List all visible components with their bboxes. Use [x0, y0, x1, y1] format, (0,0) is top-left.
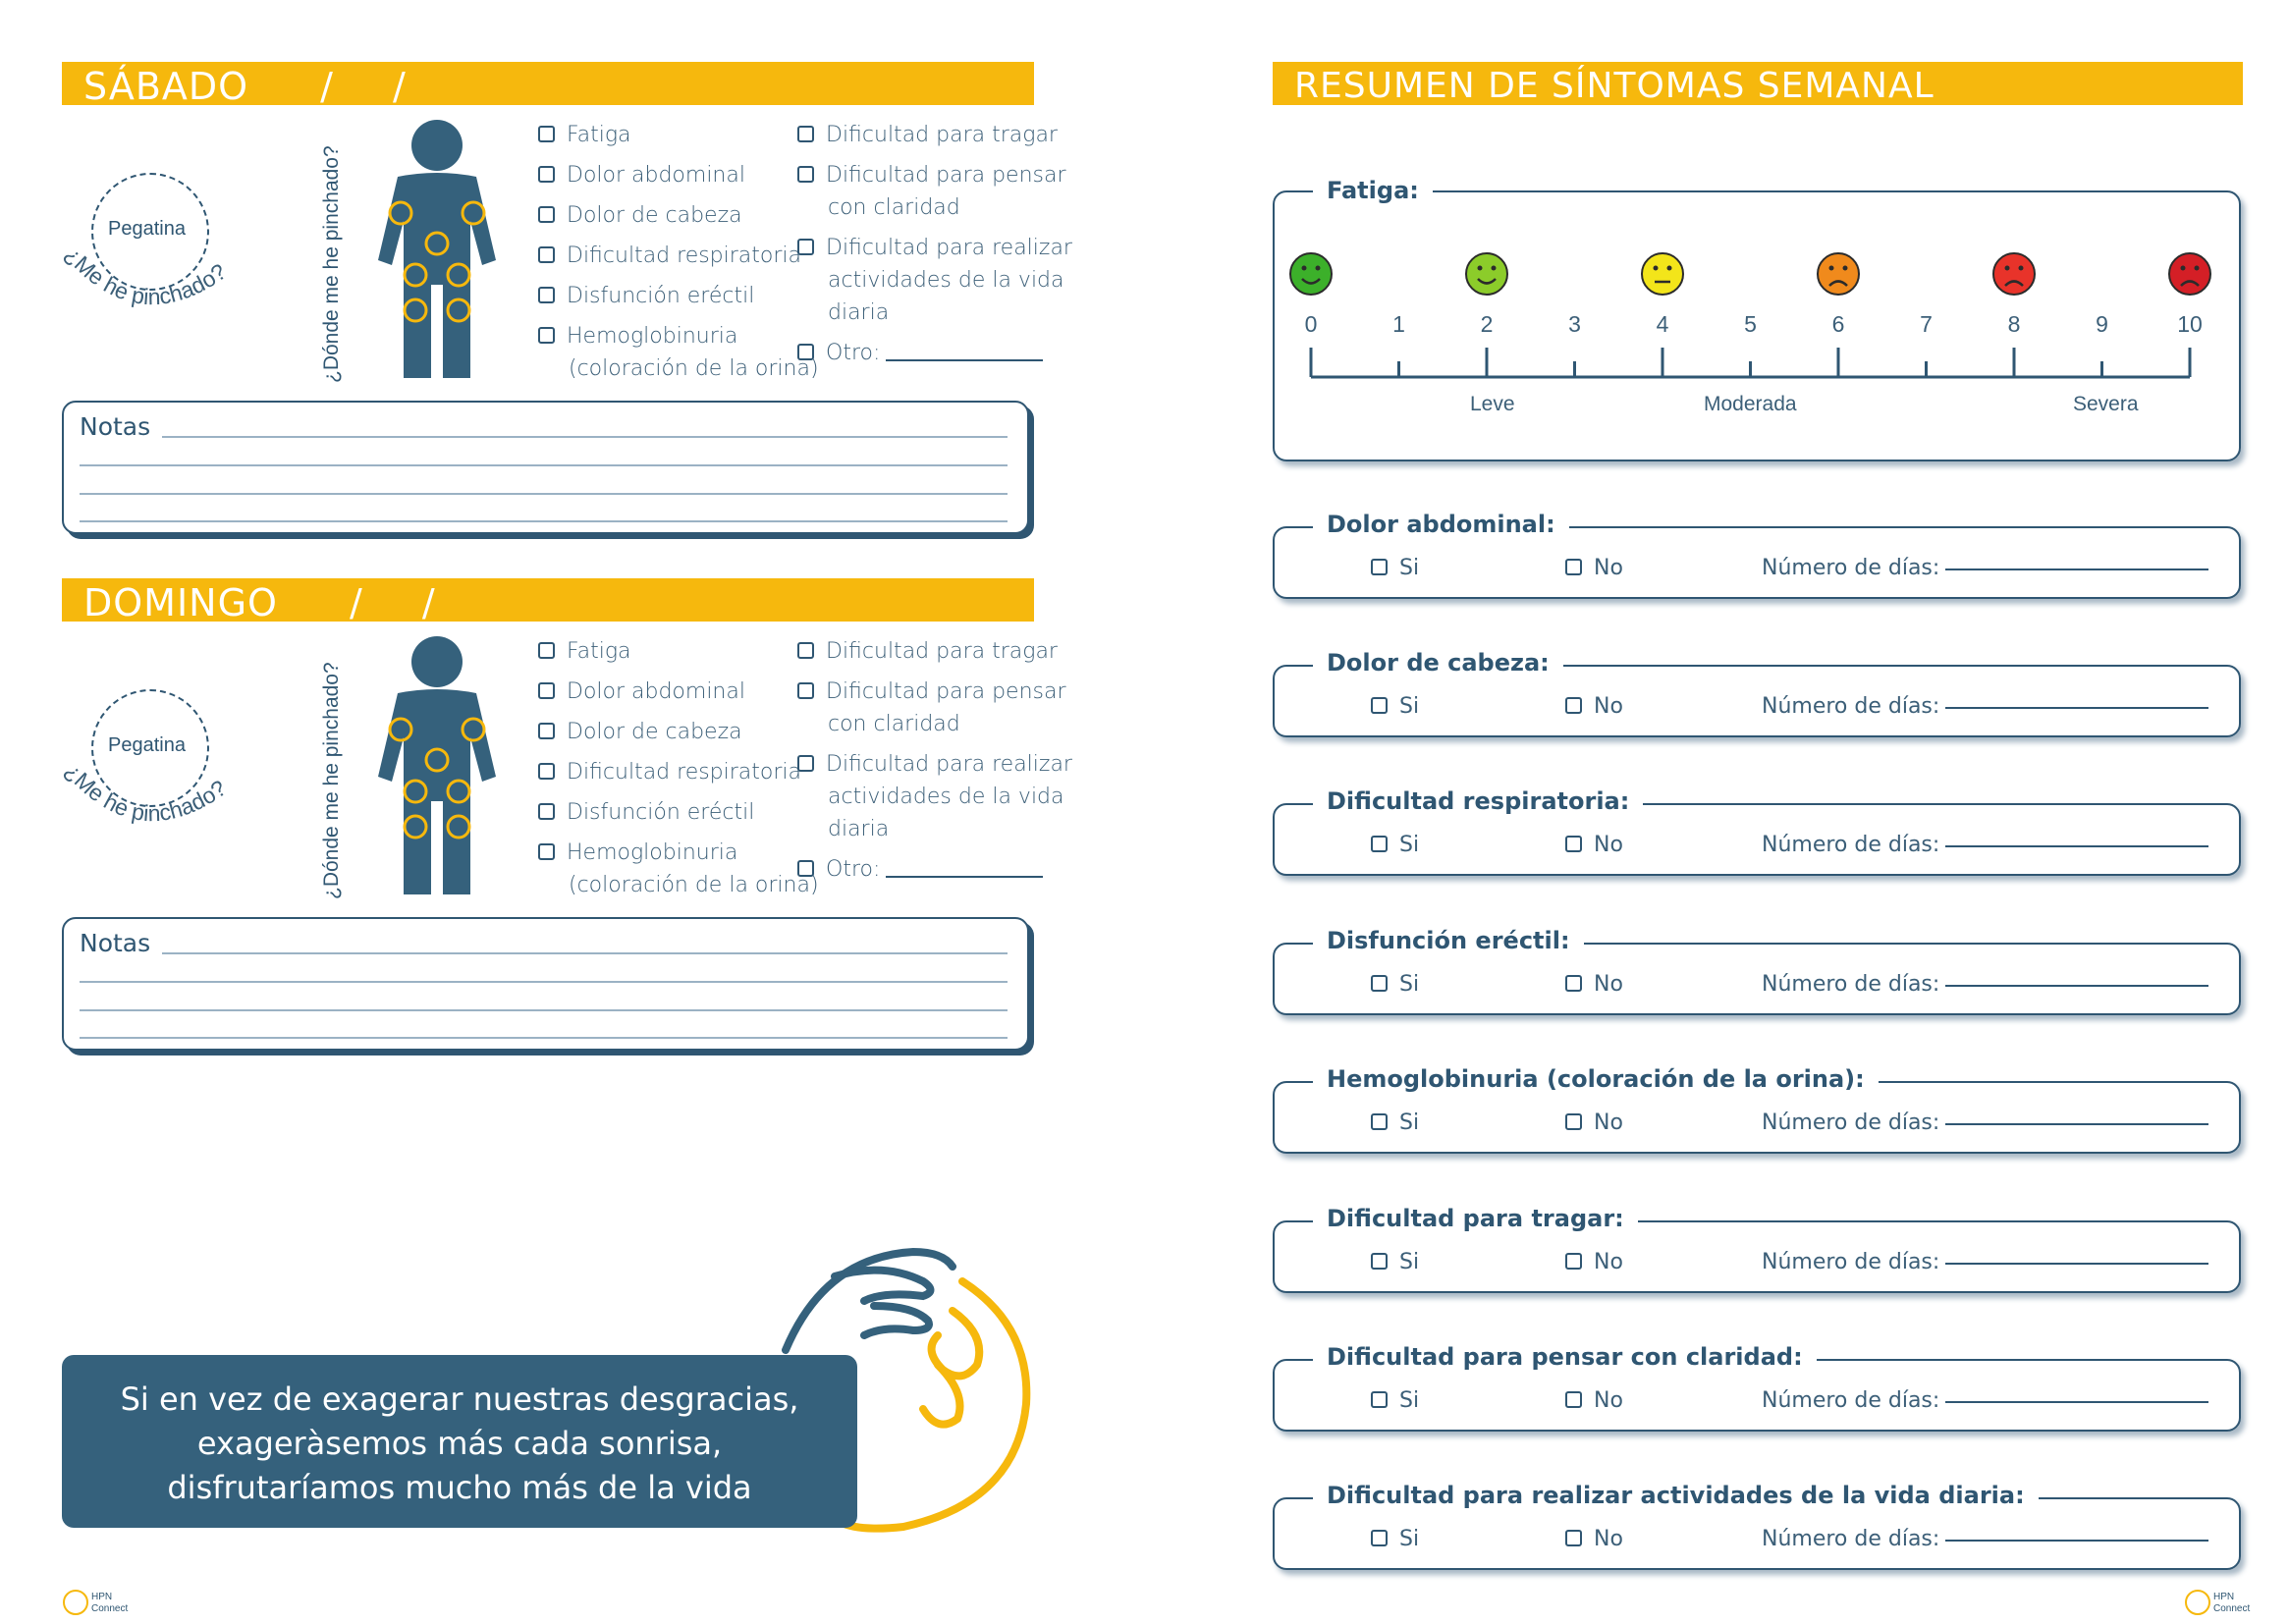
notes-line — [80, 1009, 1008, 1011]
checkbox[interactable] — [538, 843, 555, 860]
summary-title: Dolor de cabeza: — [1313, 649, 1563, 677]
scale-number: 1 — [1392, 311, 1405, 337]
injection-question-text: ¿Me he pinchado? — [60, 758, 231, 827]
option-yes[interactable] — [1371, 1250, 1419, 1274]
symptom-pensar[interactable] — [797, 159, 1072, 224]
sunday-symptoms-right — [797, 635, 1072, 886]
checkbox[interactable] — [797, 642, 814, 659]
days-input-line[interactable] — [1945, 1401, 2208, 1403]
sticker-label: Pegatina — [108, 734, 186, 756]
svg-text:¿Me he pinchado? — [60, 758, 231, 826]
option-yes[interactable] — [1371, 972, 1419, 997]
symptom-label: Dolor de cabeza — [567, 203, 742, 228]
days-field[interactable] — [1762, 694, 2208, 719]
symptom-label: Disfunción eréctil — [567, 284, 755, 308]
symptom-dolor-abdominal[interactable] — [538, 676, 819, 708]
checkbox[interactable] — [797, 755, 814, 772]
severity-face-icon[interactable] — [1466, 253, 1507, 295]
checkbox[interactable] — [1371, 1113, 1388, 1130]
summary-title: Dolor abdominal: — [1313, 511, 1569, 538]
checkbox[interactable] — [538, 803, 555, 820]
injection-question — [49, 752, 265, 870]
option-label: Si — [1399, 556, 1420, 580]
days-field[interactable] — [1762, 833, 2208, 857]
sunday-notes-box[interactable] — [62, 917, 1029, 1051]
checkbox[interactable] — [1371, 975, 1388, 992]
symptom-label: Dificultad para tragar — [826, 639, 1058, 664]
symptom-hemoglobinuria[interactable] — [538, 837, 819, 901]
scale-number: 0 — [1304, 311, 1318, 337]
days-input-line[interactable] — [1945, 985, 2208, 987]
quote-line: exageràsemos más cada sonrisa, — [196, 1425, 723, 1462]
days-label: Número de días: — [1762, 1388, 1940, 1413]
symptom-dificultad-respiratoria[interactable] — [538, 240, 819, 272]
symptom-otro[interactable] — [797, 337, 1072, 369]
symptom-dolor-cabeza[interactable] — [538, 199, 819, 232]
days-input-line[interactable] — [1945, 1540, 2208, 1542]
injection-question — [49, 236, 265, 353]
checkbox[interactable] — [1565, 697, 1582, 714]
checkbox[interactable] — [538, 723, 555, 739]
body-figure-icon — [368, 118, 506, 383]
days-field[interactable] — [1762, 1527, 2208, 1551]
quote-line: Si en vez de exagerar nuestras desgracias, — [120, 1380, 799, 1418]
notes-line — [162, 436, 1008, 438]
days-label: Número de días: — [1762, 694, 1940, 719]
hpn-logo-icon — [62, 1586, 129, 1619]
checkbox[interactable] — [797, 344, 814, 360]
notes-line — [80, 520, 1008, 522]
days-label: Número de días: — [1762, 556, 1940, 580]
sticker-label: Pegatina — [108, 218, 186, 240]
symptom-label: Disfunción eréctil — [567, 800, 755, 825]
symptom-label: Dificultad para pensar — [826, 163, 1066, 188]
symptom-fatiga[interactable] — [538, 119, 819, 151]
checkbox[interactable] — [1565, 559, 1582, 575]
symptom-fatiga[interactable] — [538, 635, 819, 668]
checkbox[interactable] — [1565, 1253, 1582, 1270]
option-label: No — [1594, 556, 1623, 580]
summary-title: Dificultad respiratoria: — [1313, 787, 1643, 815]
option-label: Si — [1399, 1250, 1420, 1274]
symptom-dolor-abdominal[interactable] — [538, 159, 819, 191]
option-label: Si — [1399, 1110, 1420, 1135]
checkbox[interactable] — [1565, 1391, 1582, 1408]
svg-text:¿Me he pinchado? — [60, 242, 231, 309]
saturday-notes-box[interactable] — [62, 401, 1029, 534]
days-field[interactable] — [1762, 1250, 2208, 1274]
symptom-sublabel: diaria — [828, 300, 890, 325]
checkbox[interactable] — [797, 860, 814, 877]
severity-face-icon[interactable] — [1818, 253, 1859, 295]
logo-text: HPN — [2213, 1592, 2235, 1602]
checkbox[interactable] — [797, 239, 814, 255]
days-input-line[interactable] — [1945, 1263, 2208, 1265]
symptom-actividades[interactable] — [797, 232, 1072, 329]
days-label: Número de días: — [1762, 972, 1940, 997]
option-no[interactable] — [1565, 1388, 1623, 1413]
symptom-label: Dificultad para pensar — [826, 679, 1066, 704]
scale-number: 2 — [1480, 311, 1494, 337]
severity-high-label: Severa — [2073, 393, 2139, 415]
checkbox[interactable] — [538, 642, 555, 659]
logo-text: Connect — [91, 1603, 129, 1614]
symptom-sublabel: (coloración de la orina) — [569, 873, 819, 897]
saturday-symptoms-right — [797, 119, 1072, 369]
symptom-dolor-cabeza[interactable] — [538, 716, 819, 748]
symptom-label: Fatiga — [567, 639, 631, 664]
symptom-actividades[interactable] — [797, 748, 1072, 845]
checkbox[interactable] — [538, 246, 555, 263]
symptom-label: Dificultad para realizar — [826, 236, 1072, 260]
summary-header: RESUMEN DE SÍNTOMAS SEMANAL — [1273, 62, 2243, 105]
option-no[interactable] — [1565, 833, 1623, 857]
checkbox[interactable] — [538, 206, 555, 223]
checkbox[interactable] — [797, 682, 814, 699]
symptom-label: Hemoglobinuria — [567, 324, 738, 349]
scale-number: 7 — [1920, 311, 1933, 337]
symptom-tragar[interactable] — [797, 119, 1072, 151]
notes-line — [162, 952, 1008, 954]
option-yes[interactable] — [1371, 1527, 1419, 1551]
scale-number: 5 — [1744, 311, 1757, 337]
notes-title: Notas — [80, 929, 151, 957]
symptom-label: Hemoglobinuria — [567, 840, 738, 865]
option-label: Si — [1399, 694, 1420, 719]
symptom-sublabel: actividades de la vida — [828, 268, 1064, 293]
severity-scale — [1275, 192, 2243, 463]
summary-title: Disfunción eréctil: — [1313, 927, 1584, 954]
days-input-line[interactable] — [1945, 568, 2208, 570]
days-input-line[interactable] — [1945, 1123, 2208, 1125]
symptom-label: Dolor abdominal — [567, 163, 745, 188]
hpn-logo-right — [2184, 1586, 2251, 1622]
symptom-label: Otro: — [826, 341, 881, 365]
quote-line: disfrutaríamos mucho más de la vida — [167, 1469, 752, 1506]
motivational-quote — [62, 1355, 857, 1528]
option-label: Si — [1399, 1527, 1420, 1551]
other-input-line[interactable] — [886, 876, 1043, 878]
days-label: Número de días: — [1762, 1527, 1940, 1551]
symptom-sublabel: con claridad — [828, 195, 960, 220]
checkbox[interactable] — [1371, 1391, 1388, 1408]
sunday-symptoms-left — [538, 635, 819, 901]
option-yes[interactable] — [1371, 1388, 1419, 1413]
days-label: Número de días: — [1762, 833, 1940, 857]
logo-text: HPN — [91, 1592, 113, 1602]
option-label: No — [1594, 1250, 1623, 1274]
checkbox[interactable] — [1371, 1530, 1388, 1546]
symptom-pensar[interactable] — [797, 676, 1072, 740]
symptom-sublabel: (coloración de la orina) — [569, 356, 819, 381]
symptom-label: Dolor de cabeza — [567, 720, 742, 744]
checkbox[interactable] — [1371, 836, 1388, 852]
symptom-sublabel: diaria — [828, 817, 890, 841]
option-no[interactable] — [1565, 1110, 1623, 1135]
checkbox[interactable] — [1371, 1253, 1388, 1270]
checkbox[interactable] — [538, 763, 555, 780]
fatigue-scale-box — [1273, 190, 2241, 461]
option-label: Si — [1399, 972, 1420, 997]
checkbox[interactable] — [797, 126, 814, 142]
option-no[interactable] — [1565, 1527, 1623, 1551]
hpn-logo-left — [62, 1586, 129, 1622]
checkbox[interactable] — [1565, 1530, 1582, 1546]
option-label: No — [1594, 833, 1623, 857]
days-field[interactable] — [1762, 1388, 2208, 1413]
symptom-label: Dificultad para realizar — [826, 752, 1072, 777]
symptom-label: Dificultad para tragar — [826, 123, 1058, 147]
option-yes[interactable] — [1371, 833, 1419, 857]
option-yes[interactable] — [1371, 556, 1419, 580]
symptom-label: Otro: — [826, 857, 881, 882]
option-yes[interactable] — [1371, 1110, 1419, 1135]
checkbox[interactable] — [538, 126, 555, 142]
severity-mid-label: Moderada — [1704, 393, 1797, 415]
symptom-tragar[interactable] — [797, 635, 1072, 668]
scale-number: 8 — [2007, 311, 2021, 337]
where-injected-label: ¿Dónde me he pinchado? — [320, 662, 343, 899]
symptom-label: Fatiga — [567, 123, 631, 147]
scale-number: 6 — [1831, 311, 1845, 337]
symptom-disfuncion-erectil[interactable] — [538, 796, 819, 829]
summary-title: Dificultad para pensar con claridad: — [1313, 1343, 1817, 1371]
option-no[interactable] — [1565, 694, 1623, 719]
option-no[interactable] — [1565, 972, 1623, 997]
days-input-line[interactable] — [1945, 845, 2208, 847]
notes-line — [80, 1037, 1008, 1039]
symptom-label: Dolor abdominal — [567, 679, 745, 704]
option-label: Si — [1399, 833, 1420, 857]
option-label: No — [1594, 1527, 1623, 1551]
severity-face-icon[interactable] — [1993, 253, 2035, 295]
symptom-otro[interactable] — [797, 853, 1072, 886]
scale-number: 4 — [1656, 311, 1669, 337]
where-injected-label: ¿Dónde me he pinchado? — [320, 145, 343, 383]
notes-line — [80, 981, 1008, 983]
notes-title: Notas — [80, 412, 151, 441]
option-no[interactable] — [1565, 1250, 1623, 1274]
symptom-sublabel: actividades de la vida — [828, 785, 1064, 809]
option-label: No — [1594, 694, 1623, 719]
option-label: Si — [1399, 1388, 1420, 1413]
checkbox[interactable] — [1371, 697, 1388, 714]
symptom-disfuncion-erectil[interactable] — [538, 280, 819, 312]
checkbox[interactable] — [538, 287, 555, 303]
severity-low-label: Leve — [1470, 393, 1515, 415]
symptom-dificultad-respiratoria[interactable] — [538, 756, 819, 788]
days-field[interactable] — [1762, 1110, 2208, 1135]
checkbox[interactable] — [538, 327, 555, 344]
saturday-header: SÁBADO ___/___/___ — [62, 62, 1034, 105]
scale-number: 10 — [2177, 311, 2203, 337]
severity-face-icon[interactable] — [1290, 253, 1332, 295]
days-label: Número de días: — [1762, 1250, 1940, 1274]
scale-number: 3 — [1568, 311, 1581, 337]
checkbox[interactable] — [797, 166, 814, 183]
saturday-symptoms-left — [538, 119, 819, 385]
days-field[interactable] — [1762, 556, 2208, 580]
symptom-label: Dificultad respiratoria — [567, 244, 802, 268]
option-label: No — [1594, 1110, 1623, 1135]
other-input-line[interactable] — [886, 359, 1043, 361]
body-figure-icon — [368, 634, 506, 899]
checkbox[interactable] — [1565, 975, 1582, 992]
summary-title: Dificultad para realizar actividades de la vida diaria: — [1313, 1482, 2039, 1509]
checkbox[interactable] — [538, 166, 555, 183]
option-yes[interactable] — [1371, 694, 1419, 719]
symptom-sublabel: con claridad — [828, 712, 960, 736]
symptom-label: Dificultad respiratoria — [567, 760, 802, 785]
option-label: No — [1594, 1388, 1623, 1413]
hpn-logo-icon — [2184, 1586, 2251, 1619]
checkbox[interactable] — [538, 682, 555, 699]
checkbox[interactable] — [1371, 559, 1388, 575]
fatigue-title: Fatiga: — [1313, 177, 1433, 204]
option-label: No — [1594, 972, 1623, 997]
days-field[interactable] — [1762, 972, 2208, 997]
checkbox[interactable] — [1565, 836, 1582, 852]
injection-question-text: ¿Me he pinchado? — [60, 242, 231, 310]
logo-text: Connect — [2213, 1603, 2251, 1614]
notes-line — [80, 493, 1008, 495]
days-label: Número de días: — [1762, 1110, 1940, 1135]
option-no[interactable] — [1565, 556, 1623, 580]
notes-line — [80, 464, 1008, 466]
severity-face-icon[interactable] — [2169, 253, 2210, 295]
summary-title: Dificultad para tragar: — [1313, 1205, 1638, 1232]
severity-face-icon[interactable] — [1642, 253, 1683, 295]
summary-title: Hemoglobinuria (coloración de la orina): — [1313, 1065, 1879, 1093]
sunday-header: DOMINGO ___/___/___ — [62, 578, 1034, 622]
days-input-line[interactable] — [1945, 707, 2208, 709]
checkbox[interactable] — [1565, 1113, 1582, 1130]
symptom-hemoglobinuria[interactable] — [538, 320, 819, 385]
scale-number: 9 — [2096, 311, 2108, 337]
